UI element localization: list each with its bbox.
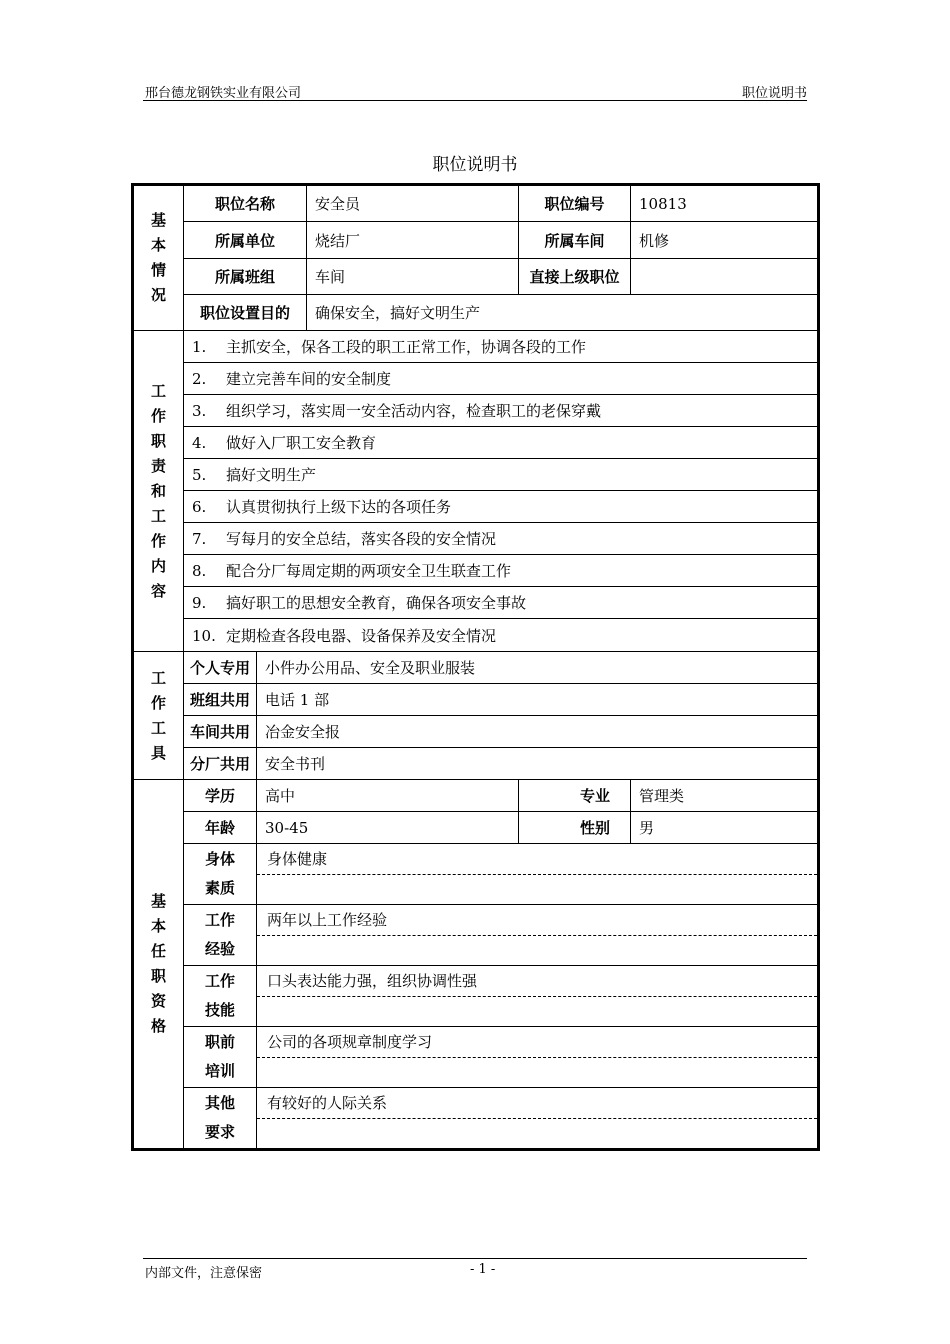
duty-row	[134, 331, 818, 363]
workshop-value: 机修	[631, 222, 818, 259]
duty-item: 10. 定期检查各段电器、设备保养及安全情况	[184, 619, 818, 652]
purpose-label: 职位设置目的	[184, 295, 307, 331]
document-title: 职位说明书	[432, 155, 518, 175]
position-name-value: 安全员	[307, 186, 519, 222]
major-label: 专业	[519, 780, 631, 812]
education-value: 高中	[257, 780, 519, 812]
duty-row	[134, 459, 818, 491]
duty-item: 9. 搞好职工的思想安全教育，确保各项安全事故	[184, 587, 818, 619]
superior-value	[631, 259, 818, 295]
tool-value: 小件办公用品、安全及职业服装	[257, 652, 818, 684]
duty-item: 4. 做好入厂职工安全教育	[184, 427, 818, 459]
tool-row	[134, 716, 818, 748]
qual-row	[134, 844, 818, 905]
tool-value: 电话 1 部	[257, 684, 818, 716]
qual-label: 职前 培训	[184, 1027, 257, 1088]
section-basic-info: 基 本 情 况	[134, 186, 184, 331]
tool-label: 个人专用	[184, 652, 257, 684]
tool-row	[134, 652, 818, 684]
header-company: 邢台德龙钢铁实业有限公司	[145, 86, 302, 101]
basic-row-2	[134, 222, 818, 259]
qual-row	[134, 966, 818, 1027]
duty-item: 8. 配合分厂每周定期的两项安全卫生联查工作	[184, 555, 818, 587]
qual-row-education	[134, 780, 818, 812]
age-label: 年龄	[184, 812, 257, 844]
qual-value: 有较好的人际关系	[257, 1088, 818, 1149]
qual-value: 两年以上工作经验	[257, 905, 818, 966]
duty-item: 2. 建立完善车间的安全制度	[184, 363, 818, 395]
major-value: 管理类	[631, 780, 818, 812]
duty-row	[134, 523, 818, 555]
duty-row	[134, 555, 818, 587]
page-number: - 1 -	[470, 1262, 496, 1277]
header-rule	[143, 100, 807, 101]
position-code-label: 职位编号	[519, 186, 631, 222]
tool-value: 冶金安全报	[257, 716, 818, 748]
position-code-value: 10813	[631, 186, 818, 222]
education-label: 学历	[184, 780, 257, 812]
team-label: 所属班组	[184, 259, 307, 295]
duty-item: 3. 组织学习，落实周一安全活动内容，检查职工的老保穿戴	[184, 395, 818, 427]
duty-row	[134, 491, 818, 523]
duty-item: 5. 搞好文明生产	[184, 459, 818, 491]
qual-row	[134, 1027, 818, 1088]
basic-row-4	[134, 295, 818, 331]
tool-label: 分厂共用	[184, 748, 257, 780]
tool-row	[134, 684, 818, 716]
duty-row	[134, 587, 818, 619]
unit-value: 烧结厂	[307, 222, 519, 259]
unit-label: 所属单位	[184, 222, 307, 259]
header-doc-type: 职位说明书	[741, 86, 807, 101]
qual-value: 口头表达能力强，组织协调性强	[257, 966, 818, 1027]
qual-label: 身体 素质	[184, 844, 257, 905]
qual-label: 其他 要求	[184, 1088, 257, 1149]
tool-value: 安全书刊	[257, 748, 818, 780]
purpose-value: 确保安全，搞好文明生产	[307, 295, 818, 331]
footer-rule	[143, 1258, 807, 1259]
duty-item: 7. 写每月的安全总结，落实各段的安全情况	[184, 523, 818, 555]
qual-value: 身体健康	[257, 844, 818, 905]
qual-row-age	[134, 812, 818, 844]
duty-row	[134, 395, 818, 427]
qual-row	[134, 905, 818, 966]
duty-item: 6. 认真贯彻执行上级下达的各项任务	[184, 491, 818, 523]
basic-row-1	[134, 186, 818, 222]
tool-label: 车间共用	[184, 716, 257, 748]
superior-label: 直接上级职位	[519, 259, 631, 295]
job-description-table	[133, 185, 818, 1149]
tool-label: 班组共用	[184, 684, 257, 716]
workshop-label: 所属车间	[519, 222, 631, 259]
age-value: 30-45	[257, 812, 519, 844]
duty-row	[134, 619, 818, 652]
section-duties: 工 作 职 责 和 工 作 内 容	[134, 331, 184, 652]
section-qualifications: 基 本 任 职 资 格	[134, 780, 184, 1149]
team-value: 车间	[307, 259, 519, 295]
qual-label: 工作 技能	[184, 966, 257, 1027]
gender-label: 性别	[519, 812, 631, 844]
section-tools: 工 作 工 具	[134, 652, 184, 780]
basic-row-3	[134, 259, 818, 295]
duty-item: 1. 主抓安全，保各工段的职工正常工作，协调各段的工作	[184, 331, 818, 363]
duty-row	[134, 427, 818, 459]
qual-row	[134, 1088, 818, 1149]
duty-row	[134, 363, 818, 395]
gender-value: 男	[631, 812, 818, 844]
qual-value: 公司的各项规章制度学习	[257, 1027, 818, 1088]
qual-label: 工作 经验	[184, 905, 257, 966]
position-name-label: 职位名称	[184, 186, 307, 222]
footer-note: 内部文件，注意保密	[145, 1266, 263, 1281]
tool-row	[134, 748, 818, 780]
